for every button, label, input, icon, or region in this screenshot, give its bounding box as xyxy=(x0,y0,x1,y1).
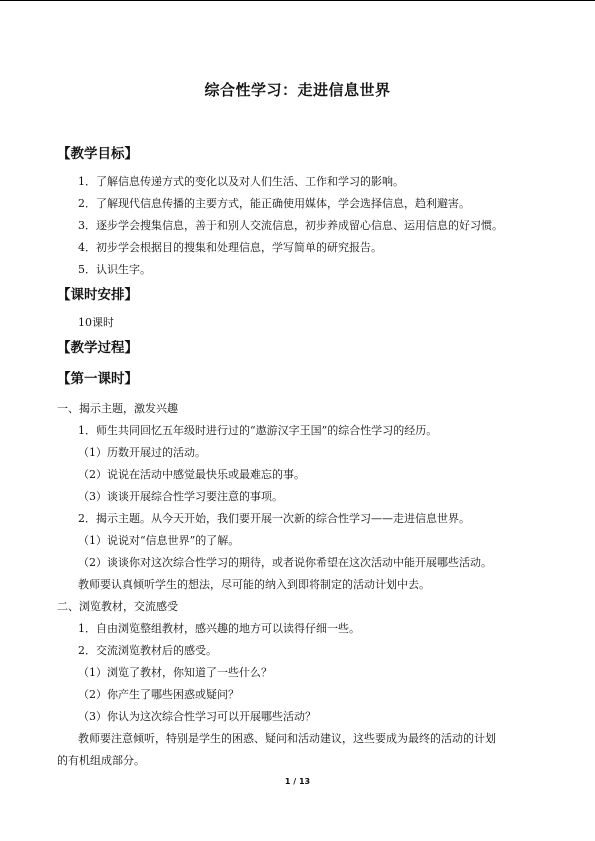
part1-line: （1）说说对“信息世界”的了解。 xyxy=(78,534,240,547)
part2-line: （2）你产生了哪些困惑或疑问？ xyxy=(78,688,239,701)
part1-line: （2）谈谈你对这次综合性学习的期待，或者说你希望在这次活动中能开展哪些活动。 xyxy=(78,556,492,569)
objective-item: 1．了解信息传递方式的变化以及对人们生活、工作和学习的影响。 xyxy=(78,175,404,188)
part1-heading: 一、揭示主题，激发兴趣 xyxy=(57,402,178,415)
part2-heading: 二、浏览教材，交流感受 xyxy=(57,600,178,613)
part1-line: 教师要认真倾听学生的想法，尽可能的纳入到即将制定的活动计划中去。 xyxy=(78,578,430,591)
part1-line: 2．揭示主题。从今天开始，我们要开展一次新的综合性学习——走进信息世界。 xyxy=(78,512,470,525)
part2-line: （1）浏览了教材，你知道了一些什么？ xyxy=(78,666,272,679)
objective-item: 3．逐步学会搜集信息，善于和别人交流信息，初步养成留心信息、运用信息的好习惯。 xyxy=(78,219,503,232)
objective-item: 5．认识生字。 xyxy=(78,263,151,276)
part2-line: 1．自由浏览整组教材，感兴趣的地方可以读得仔细一些。 xyxy=(78,622,360,635)
part1-line: （3）谈谈开展综合性学习要注意的事项。 xyxy=(78,490,283,503)
part1-line: 1．师生共同回忆五年级时进行过的“遨游汉字王国”的综合性学习的经历。 xyxy=(78,424,438,437)
schedule-text: 10课时 xyxy=(78,316,114,329)
page-top-rule xyxy=(0,0,595,1)
section-heading-process: 【教学过程】 xyxy=(57,340,138,356)
page-number: 1 / 13 xyxy=(284,777,311,786)
objective-item: 2．了解现代信息传播的主要方式，能正确使用媒体，学会选择信息，趋利避害。 xyxy=(78,197,470,210)
page-title: 综合性学习：走进信息世界 xyxy=(204,81,391,99)
section-heading-schedule: 【课时安排】 xyxy=(57,287,138,303)
part2-line: （3）你认为这次综合性学习可以开展哪些活动？ xyxy=(78,710,316,723)
section-heading-lesson1: 【第一课时】 xyxy=(57,371,138,387)
section-heading-objectives: 【教学目标】 xyxy=(57,146,138,162)
objective-item: 4．初步学会根据目的搜集和处理信息，学写简单的研究报告。 xyxy=(78,241,382,254)
part1-line: （1）历数开展过的活动。 xyxy=(78,446,206,459)
part2-line: 2．交流浏览教材后的感受。 xyxy=(78,644,217,657)
part1-line: （2）说说在活动中感觉最快乐或最难忘的事。 xyxy=(78,468,305,481)
part2-paragraph-line: 教师要注意倾听，特别是学生的困惑、疑问和活动建议，这些要成为最终的活动的计划 xyxy=(78,732,496,745)
part2-paragraph-line: 的有机组成部分。 xyxy=(57,754,145,767)
